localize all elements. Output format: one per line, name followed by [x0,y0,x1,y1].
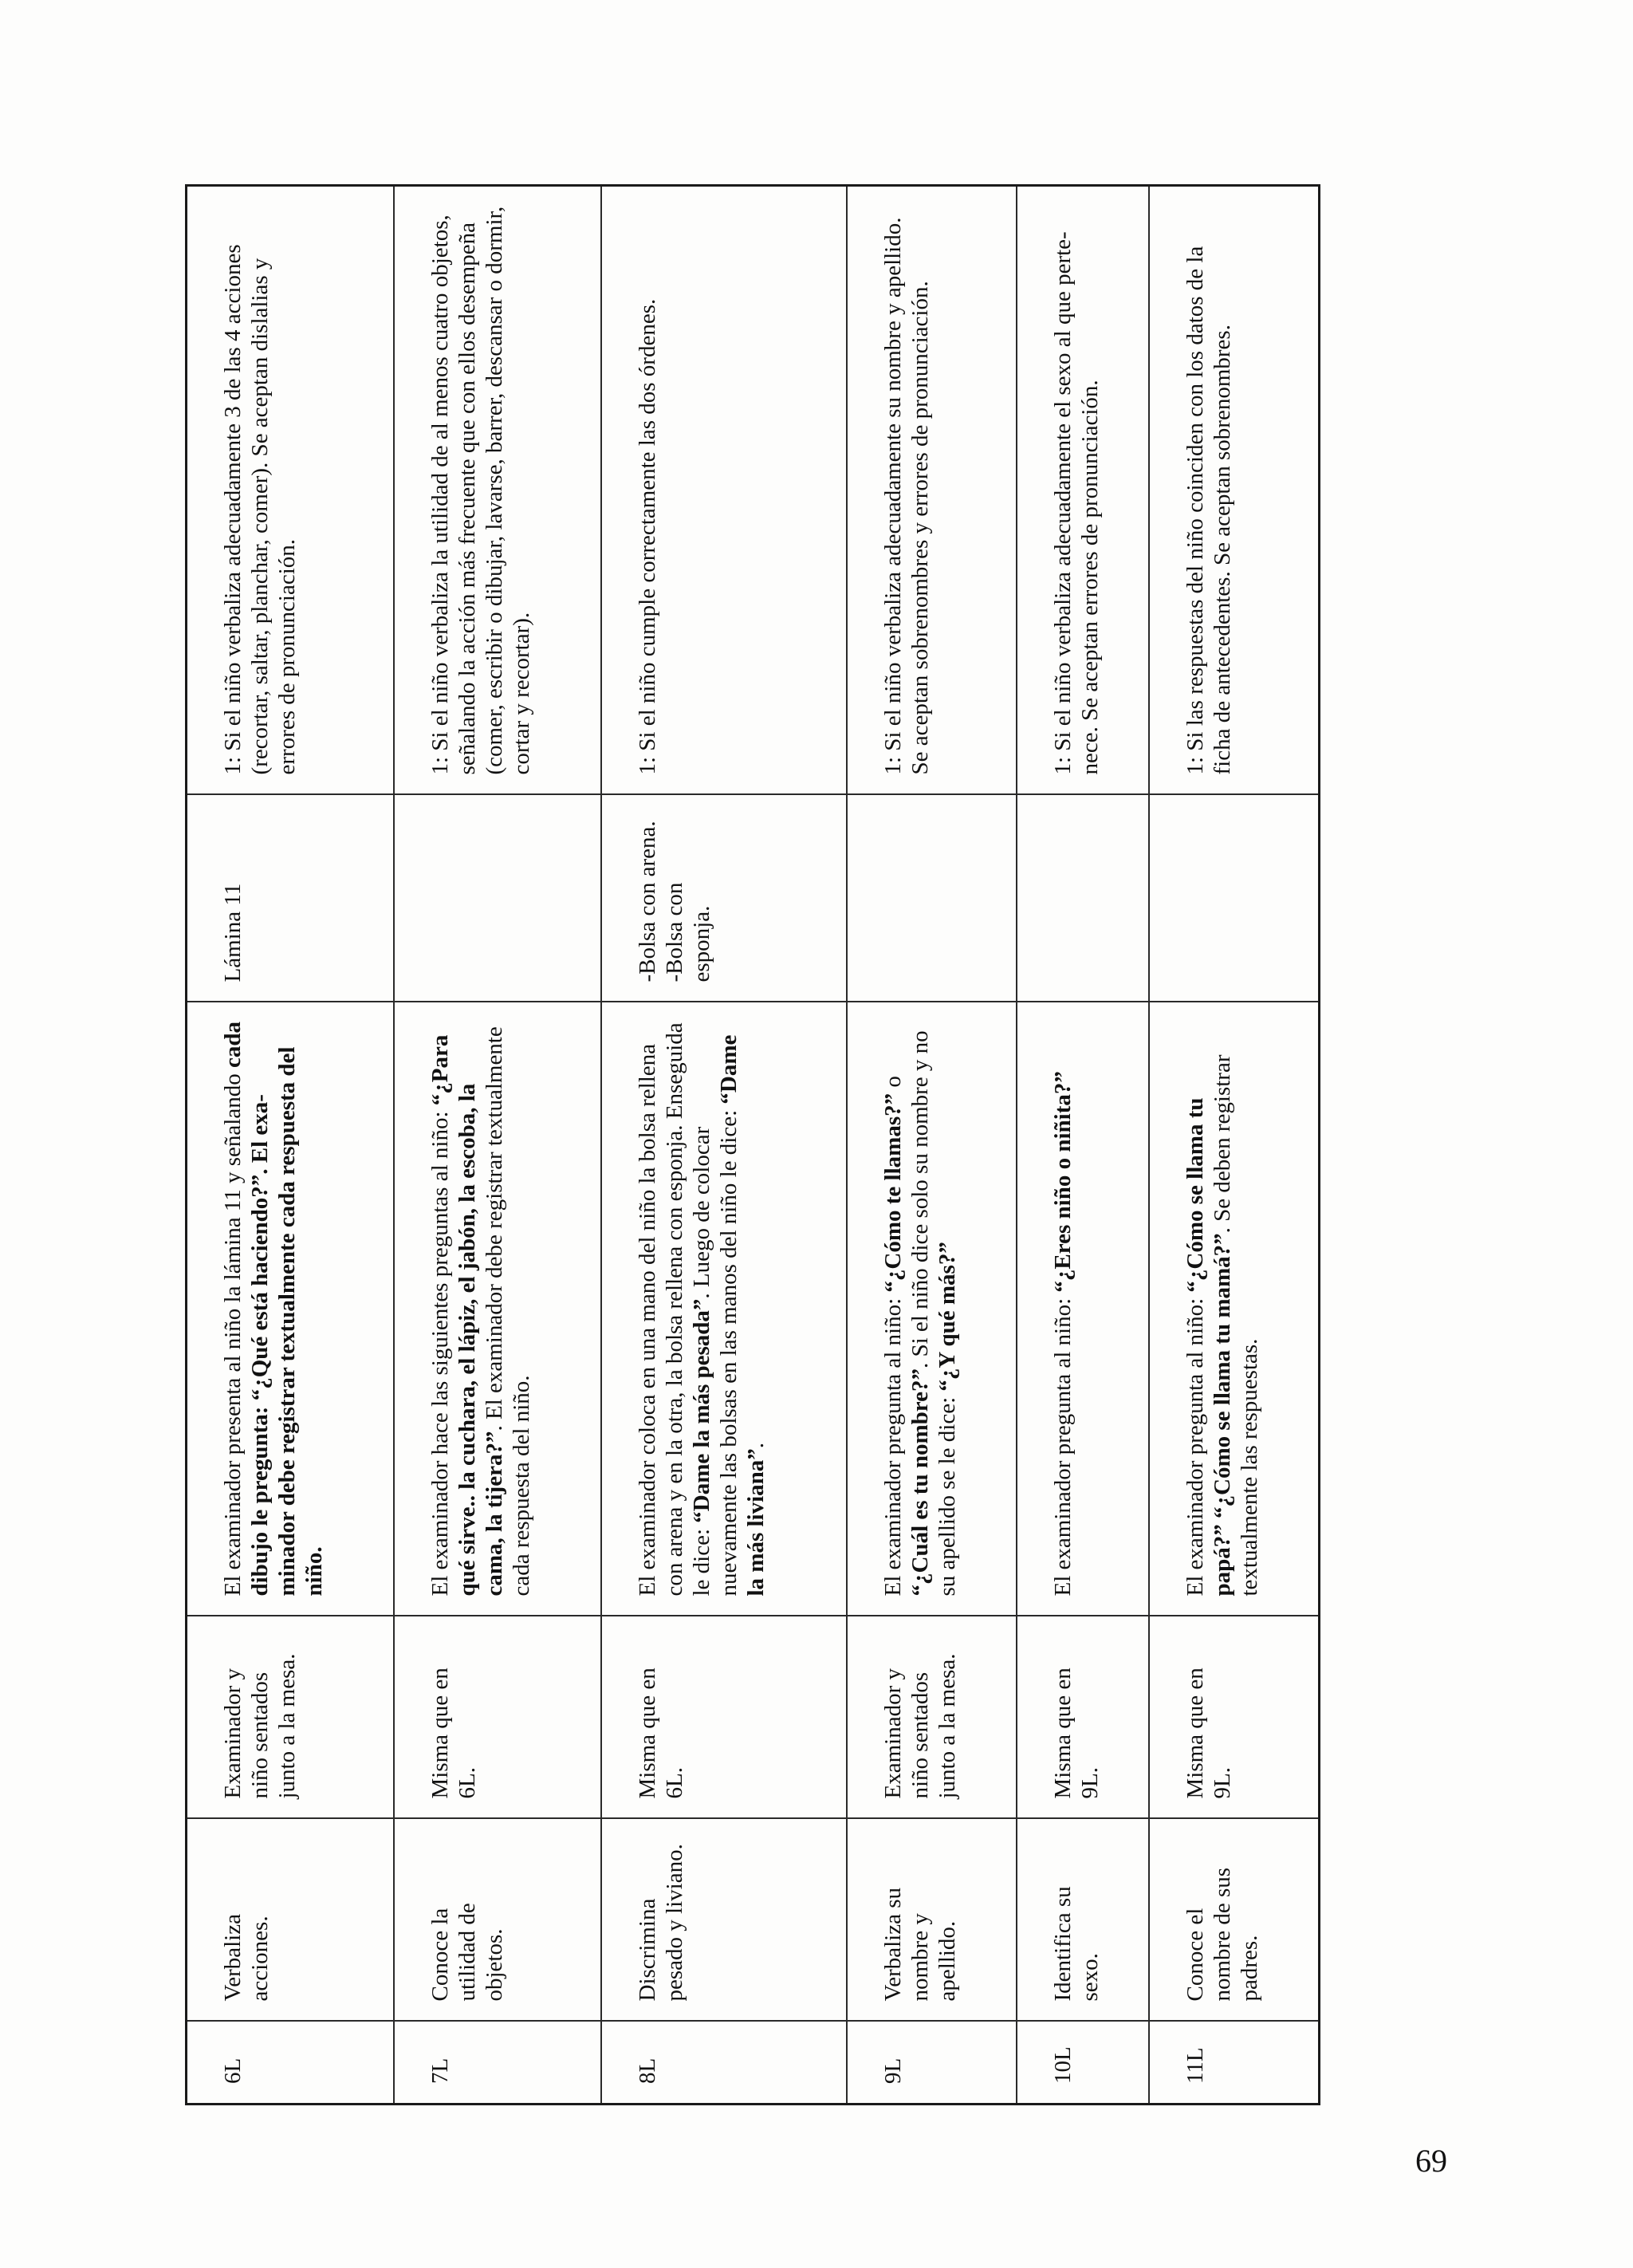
situation: Examinador y niño sentados junto a la mesa. [187,1616,395,1819]
material: Lámina 11 [187,795,395,1002]
situation: Misma que en 6L. [394,1616,601,1819]
table-row [187,186,395,2105]
instruction-segment-bold: “¿Cómo se llama tu papá?” “¿Cómo se llama tu mamá?” [1182,1097,1235,1597]
item-description: Verbaliza acciones. [187,1819,395,2022]
table-row [601,186,846,2105]
instructions [187,1002,395,1616]
criterion: 1: Si las respuestas del niño coinciden con los datos de la ficha de antecedentes. Se aceptan sobrenombres. [1149,186,1320,795]
page-number: 69 [1415,2143,1447,2179]
instruction-segment: . [743,1442,769,1449]
criterion: 1: Si el niño verbaliza adecuadamente el sexo al que pertenece. Se aceptan errores de pronunciación. [1017,186,1149,795]
item-description: Discrimina pesado y liviano. [601,1819,846,2022]
material [1149,795,1320,1002]
instruction-segment-bold: “Dame la más liviana” [716,1034,769,1597]
instruction-segment: El examinador pregunta al niño: [1049,1292,1076,1597]
table-row [847,186,1017,2105]
criterion: 1: Si el niño verbaliza la utilidad de al menos cuatro objetos, señalando la acción más frecuente que con ellos desempeña (comer, escribir o dibujar, lavarse, barrer, descansar o dormir, cortar y recortar). [394,186,601,795]
table-row [1017,186,1149,2105]
rotated-table-container [185,187,1320,2105]
item-code: 9L [847,2022,1017,2105]
item-description: Conoce la utilidad de objetos. [394,1819,601,2022]
item-code: 7L [394,2022,601,2105]
instruction-segment-bold: “¿Cómo te llamas?” [879,1093,906,1293]
table-body [187,186,1320,2105]
table-row [394,186,601,2105]
instruction-segment: o [879,1076,906,1093]
situation: Misma que en 9L. [1017,1616,1149,1819]
item-code: 11L [1149,2022,1320,2105]
item-code: 8L [601,2022,846,2105]
situation: Examinador y niño sentados junto a la mesa. [847,1616,1017,1819]
item-description: Identifica su sexo. [1017,1819,1149,2022]
table-row [1149,186,1320,2105]
instruction-segment: . Si el niño dice solo su nombre y no su apellido se le dice: [907,1030,960,1597]
item-description: Conoce el nombre de sus padres. [1149,1819,1320,2022]
instruction-segment-bold: “Dame la más pesada” [689,1298,715,1523]
instruction-segment: . El examinador debe registrar textualmente cada respuesta del niño. [482,1026,535,1597]
instructions [601,1002,846,1616]
evaluation-table [185,184,1320,2105]
instruction-segment: El examinador pregunta al niño: [879,1292,906,1597]
instruction-segment: El examinador presenta al niño la lámina 11 y señalando [220,1068,246,1597]
material: -Bolsa con arena. -Bolsa con esponja. [601,795,846,1002]
instruction-segment-bold: “¿Eres niño o niñita?” [1049,1071,1076,1293]
material [1017,795,1149,1002]
criterion: 1: Si el niño verbaliza adecuadamente su nombre y apellido. Se aceptan sobrenombres y errores de pronunciación. [847,186,1017,795]
instruction-segment-bold: “¿Cuál es tu nombre?” [907,1368,933,1597]
item-description: Verbaliza su nombre y apellido. [847,1819,1017,2022]
instructions [1149,1002,1320,1616]
instruction-segment: . Se deben registrar textualmente las respuestas. [1209,1054,1262,1597]
criterion: 1: Si el niño verbaliza adecuadamente 3 de las 4 acciones (recortar, saltar, planchar, comer). Se aceptan dislalias y errores de pronunciación. [187,186,395,795]
item-code: 10L [1017,2022,1149,2105]
item-code: 6L [187,2022,395,2105]
instruction-segment: El examinador coloca en una mano del niño la bolsa rellena con arena y en la otra, la bolsa rellena con esponja. Enseguida le dice: [635,1022,715,1597]
instruction-segment: El examinador pregunta al niño: [1182,1292,1208,1597]
situation: Misma que en 6L. [601,1616,846,1819]
instruction-segment: . Luego de colocar nuevamente las bolsas en las manos del niño le dice: [689,1104,742,1597]
criterion: 1: Si el niño cumple correctamente las dos órdenes. [601,186,846,795]
instructions [394,1002,601,1616]
material [394,795,601,1002]
instruction-segment-bold: cada dibujo le pregunta: “¿Qué está haciendo?”. El examinador debe registrar textualmente cada respuesta del niño. [220,1022,327,1597]
instruction-segment-bold: “¿Para qué sirve.. la cuchara, el lápiz, el jabón, la escoba, la cama, la tijera?” [427,1034,508,1597]
material [847,795,1017,1002]
instruction-segment-bold: “¿Y qué más?” [934,1242,960,1392]
instruction-segment: El examinador hace las siguientes preguntas al niño: [427,1105,454,1597]
instructions [1017,1002,1149,1616]
instructions [847,1002,1017,1616]
situation: Misma que en 9L. [1149,1616,1320,1819]
